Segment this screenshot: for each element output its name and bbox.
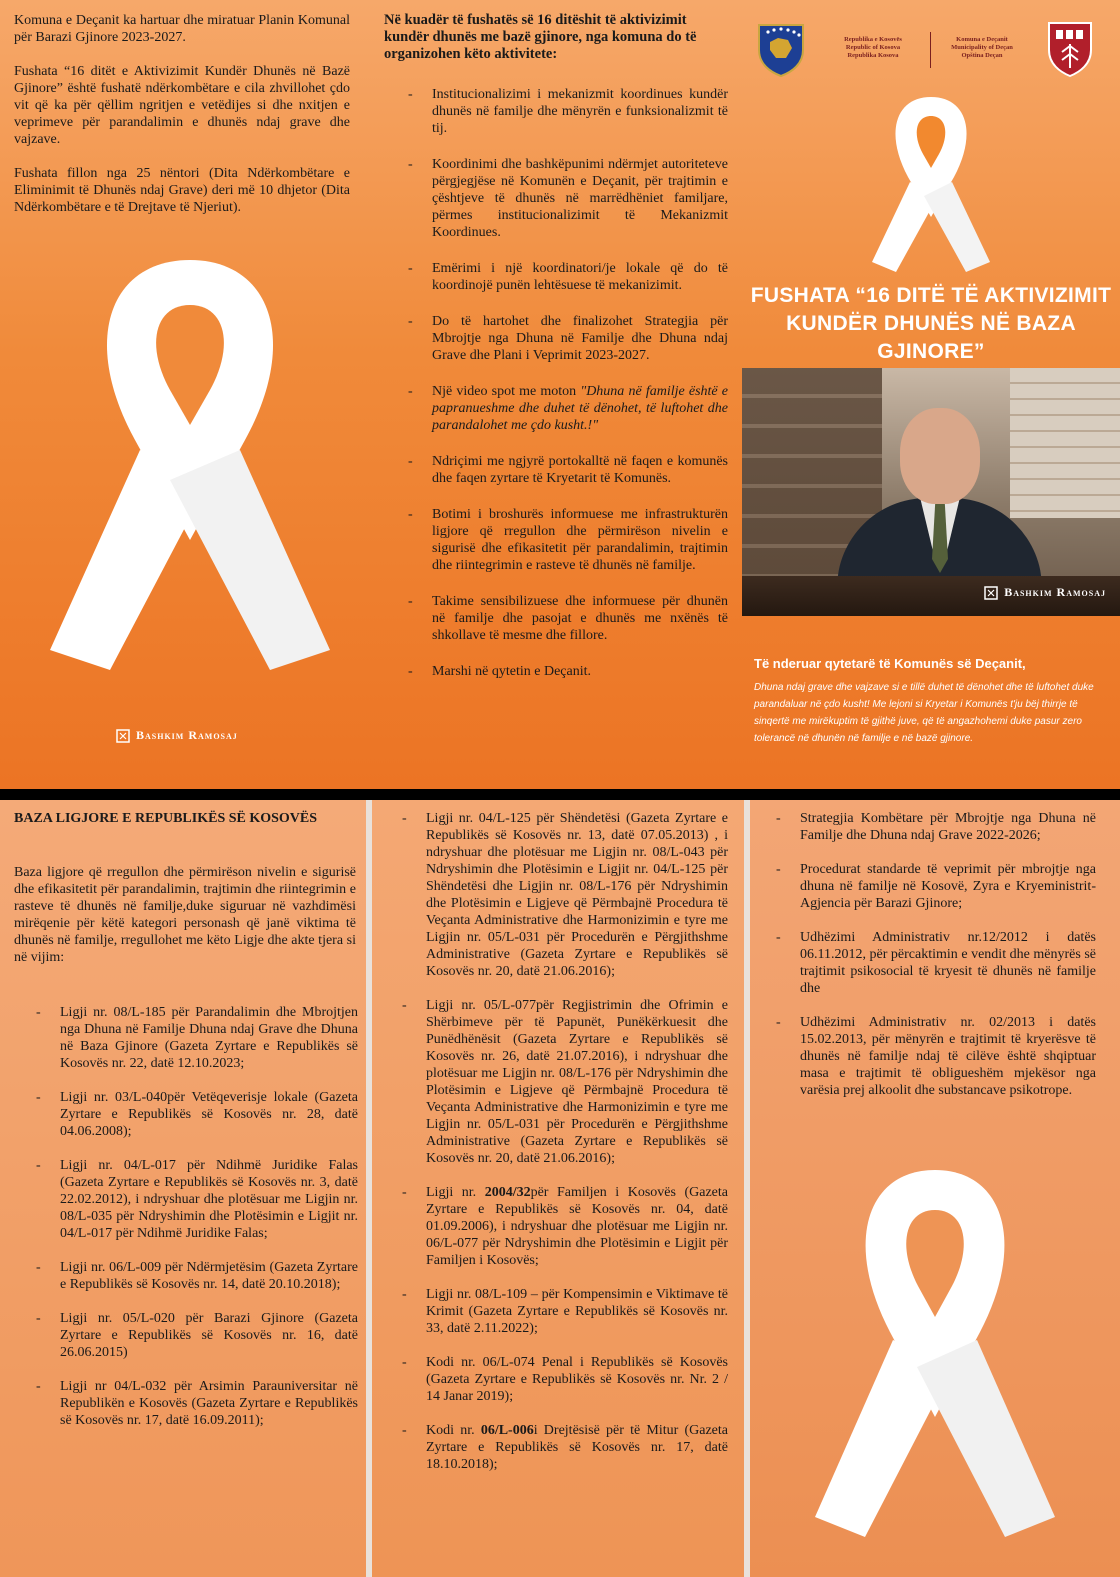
photo-caption: Bashkim Ramosaj	[984, 585, 1106, 600]
list-item: - Udhëzimi Administrativ nr.12/2012 i datës 06.11.2012, për përcaktimin e vendit dhe mënyrës së trajtimit psikosocial të kryesit të dhunës në familje dhe	[776, 929, 1096, 997]
activities-heading: Në kuadër të fushatës së 16 ditëshit të aktivizimit kundër dhunës me bazë gjinore, nga komuna do të organizohen këto aktivitete:	[384, 12, 697, 62]
laws-list-middle	[402, 810, 728, 1490]
laws-list-left	[36, 1004, 358, 1446]
list-item: - Ligji nr. 04/L-125 për Shëndetësi (Gazeta Zyrtare e Republikës së Kosovës nr. 13, datë 07.05.2013) , i ndryshuar dhe plotësuar me Ligjin nr. 08/L-043 për Ndryshimin dhe Plotësimin e Ligjit nr. 04/L-125 për Shëndetësi dhe Ligjin nr. 08/L-176 për Ndryshimin dhe Plotësimin e Ligjeve që Përmbajnë Procedura të Veçanta Administrative dhe Harmonizimin e tyre me Ligjin nr. 05/L-031 për Procedurën e Përgjithshme Administrative (Gazeta Zyrtare e Republikës së Kosovës nr. 20, datë 21.06.2016);	[402, 810, 728, 980]
government-header	[756, 22, 1106, 82]
brochure-inside	[0, 800, 1120, 1577]
list-item: - Koordinimi dhe bashkëpunimi ndërmjet autoriteteve përgjegjëse në Komunën e Deçanit, për trajtimin e çështjeve të dhunës në marrëdhëniet familjare, përmes institucionalizimit të Mekanizmit Koordinues.	[408, 156, 728, 241]
list-item: - Strategjia Kombëtare për Mbrojtje nga Dhuna në Familje dhe Dhuna ndaj Grave 2022-2026;	[776, 810, 1096, 844]
decan-crest-icon	[1046, 20, 1094, 78]
white-ribbon-icon	[40, 250, 335, 690]
list-item: - Kodi nr. 06/L-074 Penal i Republikës së Kosovës (Gazeta Zyrtare e Republikës së Kosovës nr. Nr. 2 / 14 Janar 2019);	[402, 1354, 728, 1405]
list-item: - Procedurat standarde të veprimit për mbrojtje nga dhuna në familje në Kosovë, Zyra e Kryeministrit- Agjencia për Barazi Gjinore;	[776, 861, 1096, 912]
legal-heading: BAZA LIGJORE E REPUBLIKËS SË KOSOVËS	[14, 811, 318, 826]
gov-municipality-text: Komuna e Deçanit Municipality of Deçan Opština Deçan	[951, 36, 1013, 59]
mayor-message	[754, 656, 1110, 747]
panel-intro	[0, 0, 372, 789]
window-blinds	[1010, 368, 1120, 518]
white-ribbon-icon	[805, 1162, 1065, 1552]
list-item: - Emërimi i një koordinatori/je lokale që do të koordinojë punën lehtësuese të mekanizimit.	[408, 260, 728, 294]
intro-paragraph-campaign: Fushata “16 ditët e Aktivizimit Kundër Dhunës në Bazë Gjinore” është fushatë ndërkombëtare e cila zhvillohet çdo vit që ka për qëllim ngritjen e vetëdijes si dhe nxitjen e veprimeve për parandalimin e dhunës ndaj grave dhe vajzave.	[14, 64, 350, 147]
message-body: Dhuna ndaj grave dhe vajzave si e tillë duhet të dënohet dhe të luftohet duke parandaluar në çdo kusht! Me lejoni si Kryetar i Komunës t'ju bëj thirrje të sinqertë me mirëkuptim të gjithë juve, që të angazhohemi duke pasur zero tolerancë në dhunën në familje e në bazë gjinore.	[754, 682, 1094, 744]
list-item: - Botimi i broshurës informuese me infrastrukturën ligjore që rregullon dhe përmirëson nivelin e sigurisë dhe efikasitetit për parandalimin, trajtimin dhe riintegrimin e rasteve të dhunës në familje.	[408, 506, 728, 574]
list-item: - Ligji nr. 03/L-040për Vetëqeverisje lokale (Gazeta Zyrtare e Republikës së Kosovës nr. 28, datë 04.06.2008);	[36, 1089, 358, 1140]
panel-legal-base	[0, 800, 372, 1577]
list-item: - Ligji nr. 08/L-109 – për Kompensimin e Viktimave të Krimit (Gazeta Zyrtare e Republikës së Kosovës nr. 33, datë 2.11.2022);	[402, 1286, 728, 1337]
video-motto: "Dhuna në familje është e papranueshme dhe duhet të dënohet, të luftohet dhe parandalohet me çdo kusht.!"	[432, 384, 728, 433]
list-item: - Ndriçimi me ngjyrë portokalltë në faqen e komunës dhe faqen zyrtare të Kryetarit të Komunës.	[408, 453, 728, 487]
list-item: - Ligji nr. 08/L-185 për Parandalimin dhe Mbrojtjen nga Dhuna në Familje Dhuna ndaj Grave dhe Dhuna në Baza Gjinore (Gazeta Zyrtare e Republikës së Kosovës nr. 22, datë 12.10.2023;	[36, 1004, 358, 1072]
list-item: - Ligji nr. 06/L-009 për Ndërmjetësim (Gazeta Zyrtare e Republikës së Kosovës nr. 14, datë 20.10.2018);	[36, 1259, 358, 1293]
list-item: - Ligji nr 04/L-032 për Arsimin Parauniversitar në Republikën e Kosovës (Gazeta Zyrtare e Republikës së Kosovës nr. 17, datë 16.09.2011);	[36, 1378, 358, 1429]
panel-cover	[742, 0, 1120, 789]
list-item: - Ligji nr. 05/L-020 për Barazi Gjinore (Gazeta Zyrtare e Republikës së Kosovës nr. 16, datë 26.06.2015)	[36, 1310, 358, 1361]
list-item-family-law: - Ligji nr. 2004/32për Familjen i Kosovës (Gazeta Zyrtare e Republikës së Kosovës nr. 04, datë 01.09.2006), i ndryshuar dhe plotësuar me Ligjin nr. 06/L-077 për Ndryshimin dhe Plotësimin e Ligjit për Familjen i Kosovës;	[402, 1184, 728, 1269]
message-title: Të nderuar qytetarë të Komunës së Deçanit,	[754, 656, 1026, 671]
intro-paragraph-dates: Fushata fillon nga 25 nëntori (Dita Ndërkombëtare e Eliminimit të Dhunës ndaj Grave) deri më 10 dhjetor (Dita Ndërkombëtare e të Drejtave të Njeriut).	[14, 166, 350, 215]
panel-activities	[372, 0, 742, 789]
list-item: - Institucionalizimi i mekanizmit koordinues kundër dhunës në familje dhe mënyrën e funksionalizmit të tij.	[408, 86, 728, 137]
video-prefix: Një video spot me moton	[432, 384, 581, 399]
campaign-title: FUSHATA “16 DITË TË AKTIVIZIMIT KUNDËR DHUNËS NË BAZA GJINORE”	[750, 284, 1112, 363]
list-item: - Marshi në qytetin e Deçanit.	[408, 663, 728, 680]
ramosaj-logo-icon	[984, 586, 998, 600]
laws-list-right	[776, 810, 1096, 1116]
legal-intro: Baza ligjore që rregullon dhe përmirëson nivelin e sigurisë dhe efikasitetit për parandalimin, trajtimin dhe riintegrimin e rasteve të dhunës në familje,duke siguruar në vazhdimësi mirëqenie për këtë kategori personash që janë viktima të dhunës në familje, rregullohet me këto Ligje dhe akte tjera si në vijim:	[14, 865, 356, 965]
mayor-photo	[742, 368, 1120, 616]
activities-list	[408, 86, 728, 699]
list-item: - Ligji nr. 05/L-077për Regjistrimin dhe Ofrimin e Shërbimeve për të Papunët, Punëkërkuesit dhe Punëdhënësit (Gazeta Zyrtare e Republikës së Kosovës nr. 26, datë 21.07.2016), i ndryshuar dhe plotësuar me Ligjin nr. 08/L-176 për Ndryshimin dhe Plotësimin e Ligjeve që Përmbajnë Procedura të Veçanta Administrative dhe Harmonizimin e tyre me Ligjin nr. 05/L-031 për Procedurën e Përgjithshme Administrative (Gazeta Zyrtare e Republikës së Kosovës nr. 20, datë 21.06.2016);	[402, 997, 728, 1167]
ramosaj-logo-icon	[116, 729, 130, 743]
list-item: - Do të hartohet dhe finalizohet Strategjia për Mbrojtje nga Dhuna në Familje dhe Dhuna ndaj Grave dhe Plani i Veprimit 2023-2027.	[408, 313, 728, 364]
gov-republic-text: Republika e Kosovës Republic of Kosova Republika Kosova	[844, 36, 902, 59]
white-ribbon-icon	[866, 92, 996, 277]
list-item: - Takime sensibilizuese dhe informuese për dhunën në familje dhe pasojat e dhunës me nxënës të shkollave të mesme dhe fillore.	[408, 593, 728, 644]
brand-name: Bashkim Ramosaj	[136, 728, 238, 742]
panel-strategies	[750, 800, 1120, 1577]
header-divider	[930, 32, 931, 68]
kosovo-emblem-icon	[756, 22, 806, 78]
intro-paragraph-plan: Komuna e Deçanit ka hartuar dhe miratuar Planin Komunal për Barazi Gjinore 2023-2027.	[14, 13, 350, 45]
list-item-juvenile-code: - Kodi nr. 06/L-006i Drejtësisë për të Mitur (Gazeta Zyrtare e Republikës së Kosovës nr. 17, datë 18.10.2018);	[402, 1422, 728, 1473]
ramosaj-brand	[116, 728, 238, 743]
list-item: - Ligji nr. 04/L-017 për Ndihmë Juridike Falas (Gazeta Zyrtare e Republikës së Kosovës nr. 3, datë 22.02.2012), i ndryshuar dhe plotësuar me Ligjin nr. 08/L-035 për Ndryshimin dhe Plotësimin e Ligjit nr. 04/L-017 për Ndihmë Juridike Falas;	[36, 1157, 358, 1242]
list-item: - Udhëzimi Administrativ nr. 02/2013 i datës 15.02.2013, për mënyrën e trajtimit të kryerësve të dhunës në familje ndaj të cilëve është shqiptuar masa e trajtimit të obligueshëm mjekësor nga varësia prej alkoolit dhe substancave psikotrope.	[776, 1014, 1096, 1099]
panel-laws-continued	[372, 800, 750, 1577]
list-item-video	[408, 383, 728, 434]
